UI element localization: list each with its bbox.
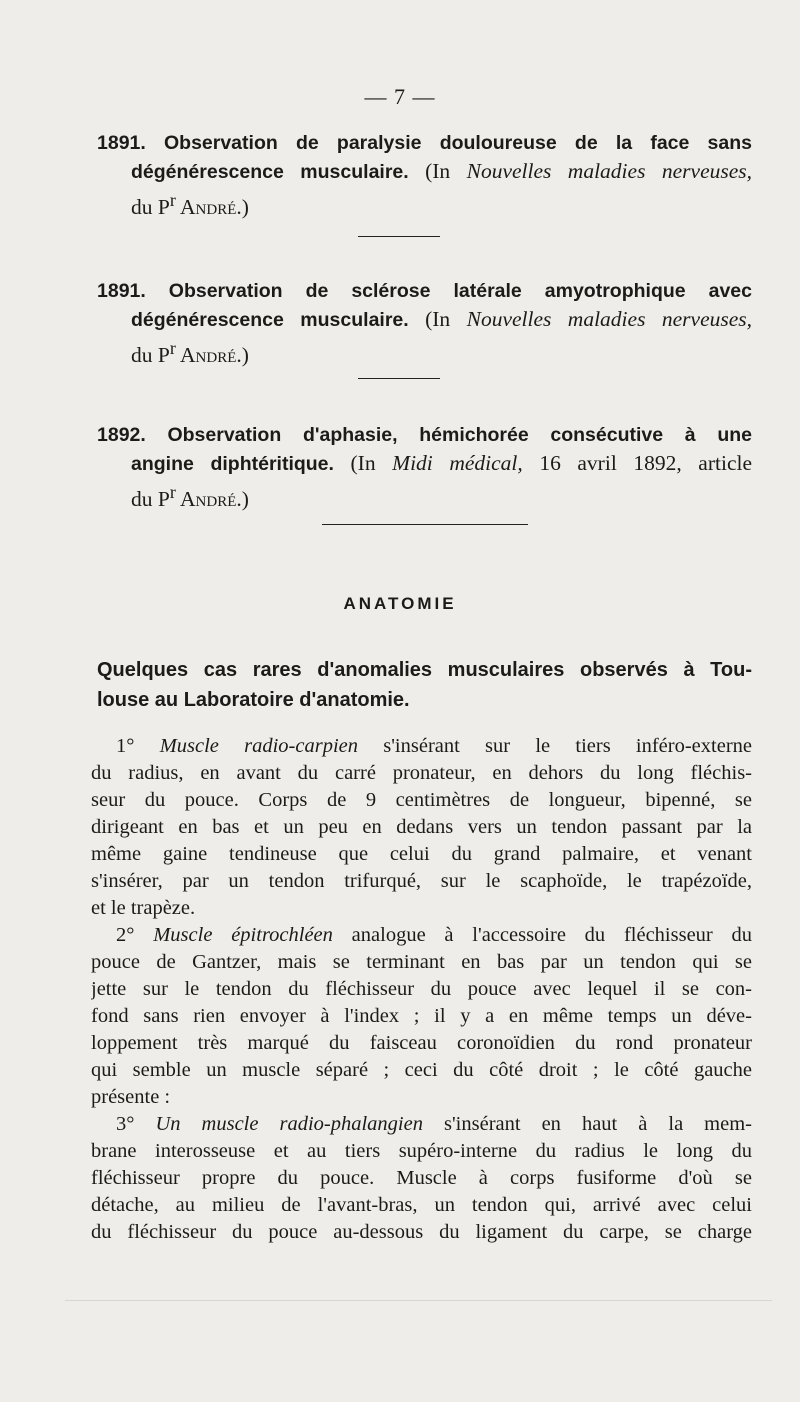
muscle-name: Muscle radio-carpien [159,735,359,757]
entry-close: .) [236,195,249,220]
paragraph-line: dirigeant en bas et un peu en dedans vers un tendon passant par la [91,816,752,838]
entry-title-cont: dégénérescence musculaire. [131,309,409,331]
article-title [97,655,752,715]
paragraph-number: 2° [116,924,135,946]
paragraph-1-line-1 [91,733,752,760]
paragraph-3-line-1 [91,1111,752,1138]
entry-journal: Nouvelles maladies nerveuses, [466,159,753,183]
paragraph-line: même gaine tendineuse que celui du grand palmaire, et venant [91,843,752,865]
paragraph-line: qui semble un muscle séparé ; ceci du côté droit ; le côté gauche [91,1059,752,1081]
paragraph-text: s'insérant en haut à la mem- [422,1113,752,1135]
entry-year: 1891. [97,132,146,154]
bibliography-entry-1 [97,128,752,221]
paragraph-line: et le trapèze. [91,897,196,919]
muscle-name: Un muscle radio-phalangien [155,1113,423,1135]
paragraph-line: pouce de Gantzer, mais se terminant en bas par un tendon qui se [91,951,752,973]
entry-author-sup: r [169,482,176,502]
paragraph-line: fond sans rien envoyer à l'index ; il y a en même temps un déve- [91,1005,752,1027]
entry-title: Observation de sclérose latérale amyotrophique avec [168,280,752,302]
paragraph-line: du radius, en avant du carré pronateur, en dehors du long fléchis- [91,762,752,784]
entry-year: 1891. [97,280,146,302]
paragraph-number: 1° [116,735,135,757]
entry-year: 1892. [97,424,146,446]
paragraph-line: détache, au milieu de l'avant-bras, un tendon qui, arrivé avec celui [91,1194,752,1216]
separator-rule [358,378,440,379]
paragraph-text: s'insérant sur le tiers inféro-externe [358,735,752,757]
paragraph-line: s'insérer, par un tendon trifurqué, sur le scaphoïde, le trapézoïde, [91,870,752,892]
entry-date: 16 avril 1892, article [522,451,752,475]
bibliography-entry-3 [97,420,752,513]
muscle-name: Muscle épitrochléen [153,924,333,946]
paragraph-line: seur du pouce. Corps de 9 centimètres de longueur, bipenné, se [91,789,752,811]
paragraph-line: présente : [91,1086,171,1108]
entry-title: Observation d'aphasie, hémichorée consécutive à une [167,424,752,446]
paragraph-text: analogue à l'accessoire du fléchisseur du [332,924,752,946]
article-title-line-2: louse au Laboratoire d'anatomie. [97,689,410,711]
paragraph-line: fléchisseur propre du pouce. Muscle à corps fusiforme d'où se [91,1167,752,1189]
paragraph-number: 3° [116,1113,135,1135]
entry-author-sup: r [169,190,176,210]
entry-author-prefix: du P [131,343,170,368]
entry-source-prefix: (In [408,307,467,331]
section-title: ANATOMIE [343,594,457,613]
entry-close: .) [236,343,249,368]
paragraph-2-line-1 [91,922,752,949]
section-rule [322,524,528,525]
entry-author: André [175,487,237,512]
entry-author: André [175,195,237,220]
entry-author-prefix: du P [131,195,170,220]
entry-author: André [175,343,237,368]
paragraph-line: du fléchisseur du pouce au-dessous du ligament du carpe, se charge [91,1221,752,1243]
bibliography-entry-2 [97,276,752,369]
article-title-line-1: Quelques cas rares d'anomalies musculaires observés à Tou- [97,659,752,681]
body-text [91,733,752,1246]
entry-close: .) [236,487,249,512]
separator-rule [358,236,440,237]
entry-title-cont: angine diphtéritique. [131,453,334,475]
page-number: — 7 — [364,84,436,109]
paragraph-line: loppement très marqué du faisceau coronoïdien du rond pronateur [91,1032,752,1054]
entry-journal: Midi médical, [392,451,523,475]
entry-author-sup: r [169,338,176,358]
entry-author-prefix: du P [131,487,170,512]
entry-title: Observation de paralysie douloureuse de la face sans [163,132,753,154]
paragraph-line: brane interosseuse et au tiers supéro-interne du radius le long du [91,1140,752,1162]
entry-title-cont: dégénérescence musculaire. [131,161,409,183]
entry-journal: Nouvelles maladies nerveuses, [466,307,753,331]
entry-source-prefix: (In [408,159,467,183]
entry-source-prefix: (In [333,451,393,475]
paragraph-line: jette sur le tendon du fléchisseur du pouce avec lequel il se con- [91,978,752,1000]
